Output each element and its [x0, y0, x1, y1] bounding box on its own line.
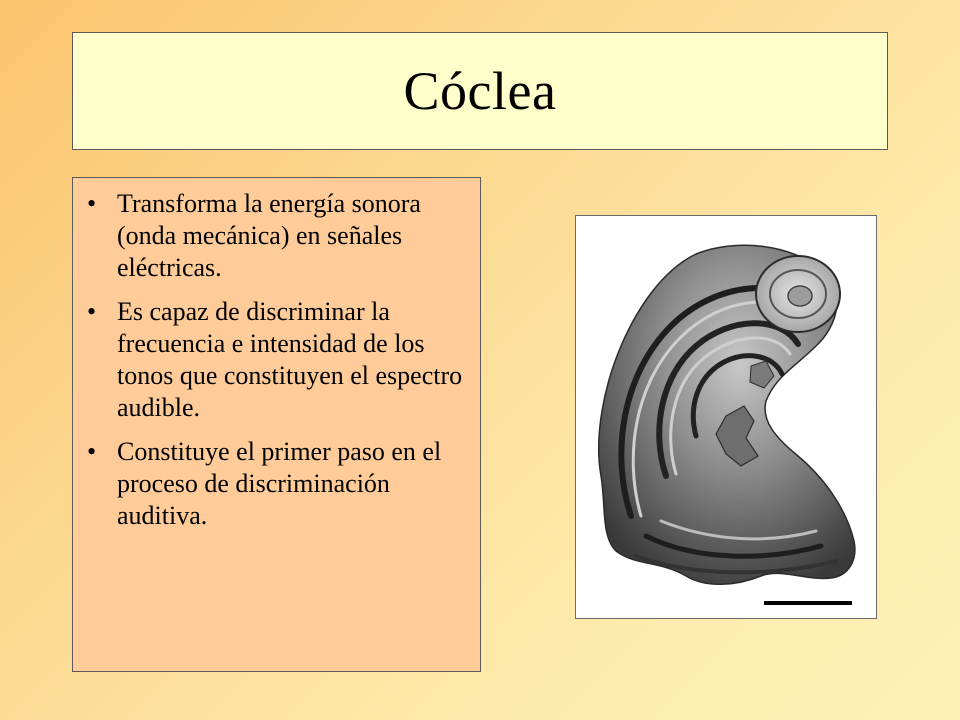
bullet-panel: [72, 177, 481, 672]
slide-title: Cóclea: [403, 61, 557, 121]
bullet-marker: •: [87, 437, 97, 466]
bullet-list: [87, 188, 472, 532]
cochlea-micrograph: [576, 216, 876, 618]
bullet-text: Es capaz de discriminar la frecuencia e intensidad de los tonos que constituyen el espectro audible.: [117, 297, 463, 422]
list-item: [87, 188, 472, 284]
list-item: [87, 296, 472, 424]
title-box: [72, 32, 888, 150]
bullet-text: Constituye el primer paso en el proceso de discriminación auditiva.: [117, 437, 442, 530]
list-item: [87, 436, 472, 532]
cochlea-image: [575, 215, 877, 619]
bullet-marker: •: [87, 189, 97, 218]
scale-bar: [764, 601, 852, 605]
bullet-marker: •: [87, 297, 97, 326]
cochlea-apex-core: [788, 286, 812, 306]
bullet-text: Transforma la energía sonora (onda mecánica) en señales eléctricas.: [117, 189, 421, 282]
